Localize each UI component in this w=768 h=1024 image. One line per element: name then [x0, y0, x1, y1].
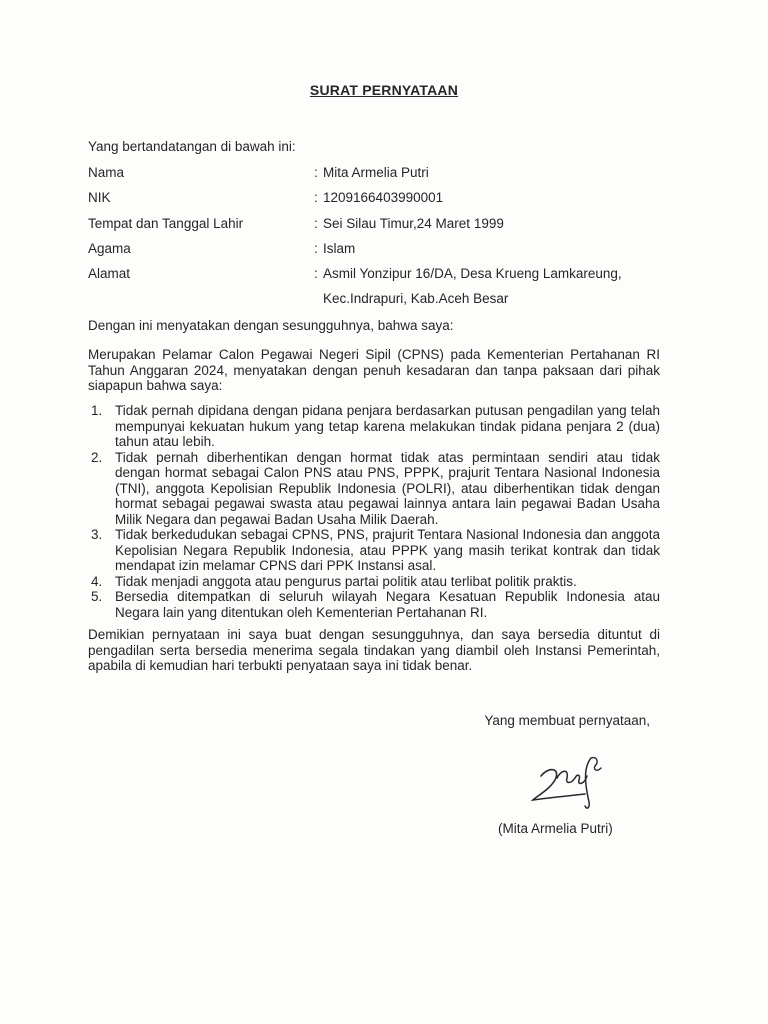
field-label: Tempat dan Tanggal Lahir	[88, 216, 244, 231]
requirements-list	[88, 403, 660, 620]
field-label: Alamat	[88, 266, 131, 281]
field-colon: :	[314, 241, 318, 256]
list-item	[88, 574, 660, 590]
list-item	[88, 450, 660, 528]
closing-paragraph: Demikian pernyataan ini saya buat dengan sesungguhnya, dan saya bersedia dituntut di pengadilan serta bersedia menerima segala tindakan yang diambil oleh Instansi Pemerintah, apabila di kemudian hari terbukti penyataan saya ini tidak benar.	[88, 627, 660, 673]
field-value: Islam	[323, 241, 356, 256]
list-text: Tidak pernah diberhentikan dengan hormat tidak atas permintaan sendiri atau tidak dengan hormat sebagai Calon PNS atau PNS, PPPK, prajurit Tentara Nasional Indonesia (TNI), anggota Kepolisian Republik Indonesia (POLRI), atau diberhentikan tidak dengan hormat sebagai pegawai swasta atau pegawai lainnya antara lain pegawai Badan Usaha Milik Negara dan pegawai Badan Usaha Milik Daerah.	[115, 449, 660, 527]
list-text: Bersedia ditempatkan di seluruh wilayah Negara Kesatuan Republik Indonesia atau Negara lain yang ditentukan oleh Kementerian Pertahanan RI.	[115, 589, 660, 620]
list-number: 3.	[91, 527, 103, 542]
list-number: 4.	[91, 573, 103, 589]
list-item	[88, 589, 660, 620]
list-text: Tidak pernah dipidana dengan pidana penjara berdasarkan putusan pengadilan yang telah mempunyai kekuatan hukum yang tetap karena melakukan tindak pidana penjara 2 (dua) tahun atau lebih.	[115, 403, 660, 449]
statement-text: Dengan ini menyatakan dengan sesungguhnya, bahwa saya:	[88, 318, 454, 333]
field-colon: :	[314, 266, 318, 281]
list-text: Tidak berkedudukan sebagai CPNS, PNS, prajurit Tentara Nasional Indonesia dan anggota Kepolisian Negara Republik Indonesia, atau PPPK yang masih terikat kontrak dan tidak mendapat izin melamar CPNS dari PPK Instansi asal.	[115, 527, 660, 573]
address-line2: Kec.Indrapuri, Kab.Aceh Besar	[323, 291, 509, 306]
field-colon: :	[314, 165, 318, 180]
closing-label: Yang membuat pernyataan,	[484, 713, 650, 728]
signer-name: (Mita Armelia Putri)	[498, 821, 613, 836]
field-value: Mita Armelia Putri	[323, 165, 429, 180]
field-label: Nama	[88, 165, 125, 180]
signature-image	[527, 754, 617, 814]
list-number: 5.	[91, 589, 103, 604]
field-label: NIK	[88, 190, 111, 205]
list-number: 2.	[91, 449, 103, 465]
field-value: Sei Silau Timur,24 Maret 1999	[323, 216, 504, 231]
list-number: 1.	[91, 403, 103, 418]
list-item	[88, 527, 660, 574]
document-title: SURAT PERNYATAAN	[309, 82, 459, 98]
field-value: 1209166403990001	[323, 190, 444, 205]
field-colon: :	[314, 216, 318, 231]
main-paragraph: Merupakan Pelamar Calon Pegawai Negeri Sipil (CPNS) pada Kementerian Pertahanan RI Tahun Anggaran 2024, menyatakan dengan penuh kesadaran dan tanpa paksaan dari pihak siapapun bahwa saya:	[88, 347, 660, 393]
field-value: Asmil Yonzipur 16/DA, Desa Krueng Lamkareung,	[323, 266, 622, 281]
field-label: Agama	[88, 241, 131, 256]
field-colon: :	[314, 190, 318, 205]
list-item	[88, 403, 660, 450]
list-text: Tidak menjadi anggota atau pengurus partai politik atau terlibat politik praktis.	[115, 573, 577, 589]
intro-text: Yang bertandatangan di bawah ini:	[88, 139, 296, 154]
